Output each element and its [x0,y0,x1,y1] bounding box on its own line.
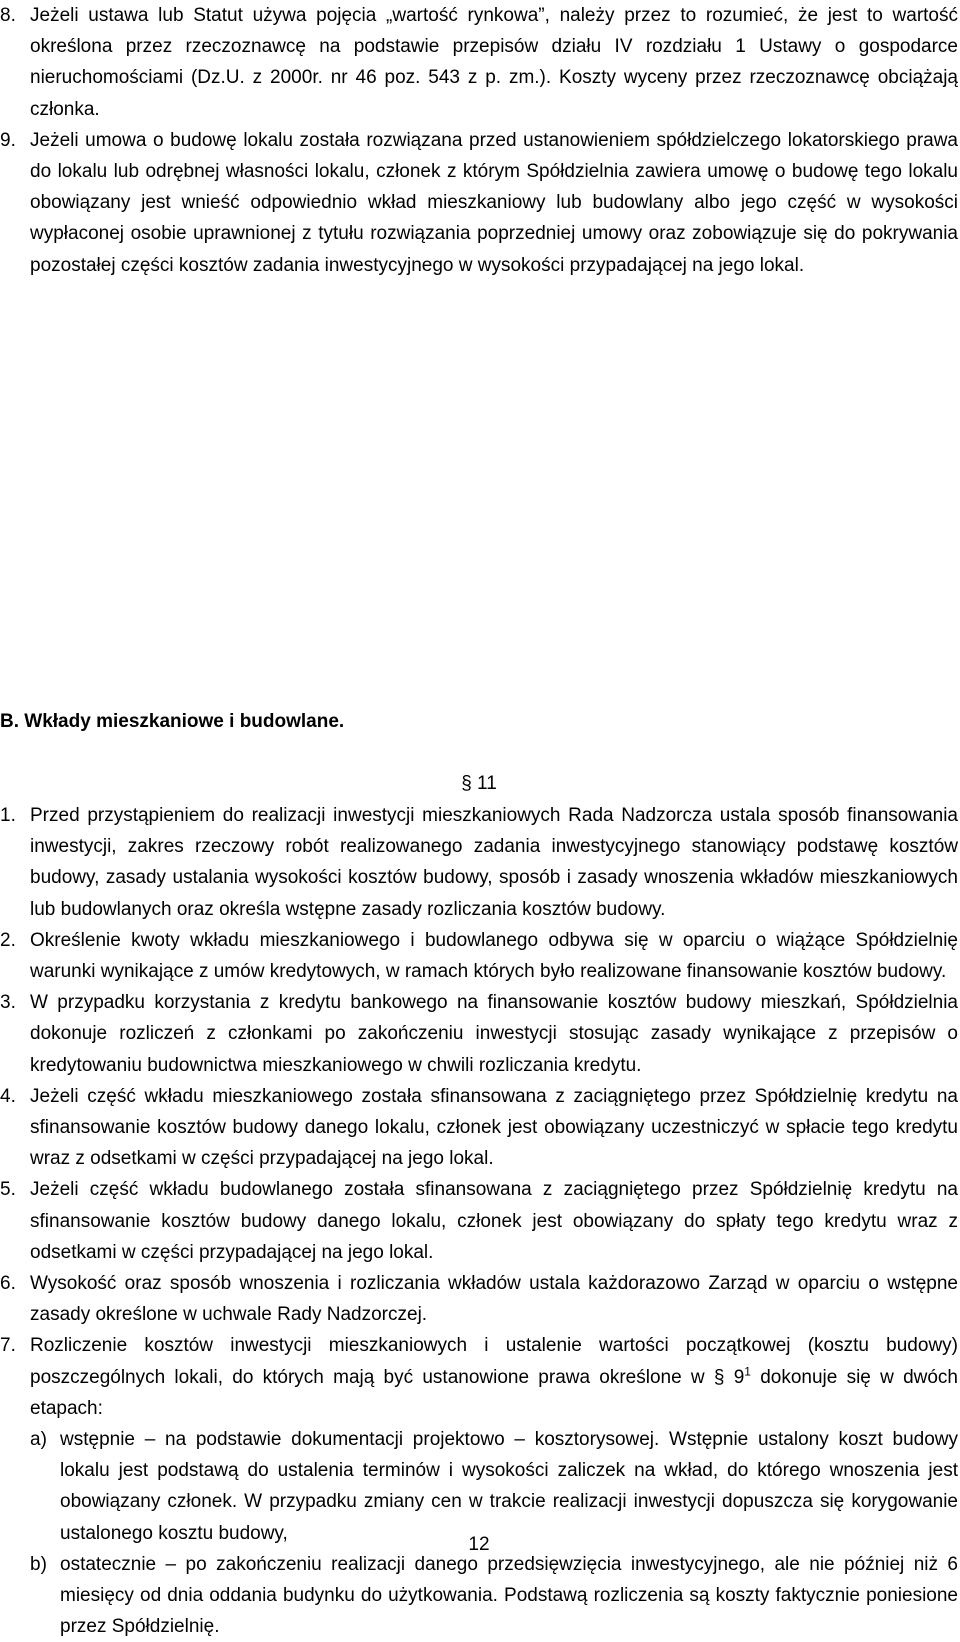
item-number: 2. [0,929,16,951]
item-text: W przypadku korzystania z kredytu bankowego na finansowanie kosztów budowy mieszkań, Spółdzielnia dokonuje rozliczeń z członkami po zakończeniu inwestycji stosując zasady wynikające z przepisów o kredytowaniu budownictwa mieszkaniowego w chwili rozliczania kredytu. [30,992,958,1076]
item-number: 5. [0,1179,16,1201]
item-text: Jeżeli część wkładu mieszkaniowego została sfinansowana z zaciągniętego przez Spółdzielnię kredytu na sfinansowanie kosztów budowy danego lokalu, członek jest obowiązany uczestniczyć w spłacie tego kredytu wraz z odsetkami w części przypadającej na jego lokal. [30,1085,958,1170]
items-main [0,800,958,1642]
list-item-7 [0,1330,958,1424]
list-item-6 [0,1268,958,1330]
item-number: 3. [0,992,16,1014]
item-number: 6. [0,1273,16,1295]
item-text: Wysokość oraz sposób wnoszenia i rozliczania wkładów ustala każdorazowo Zarząd w oparciu o wstępne zasady określone w uchwale Rady Nadzorczej. [30,1273,958,1326]
item-text: Przed przystąpieniem do realizacji inwestycji mieszkaniowych Rada Nadzorcza ustala sposób finansowania inwestycji, zakres rzeczowy robót realizowanego zadania inwestycyjnego stanowiący podstawę kosztów budowy, zasady ustalania wysokości kosztów budowy, sposób i zasady wnoszenia wkładów mieszkaniowych lub budowlanych oraz określa wstępne zasady rozliczania kosztów budowy. [30,805,958,920]
item-number: 7. [0,1335,16,1357]
item-text: Jeżeli umowa o budowę lokalu została rozwiązana przed ustanowieniem spółdzielczego lokatorskiego prawa do lokalu lub odrębnej własności lokalu, członek z którym Spółdzielnia zawiera umowę o budowę tego lokalu obowiązany jest wnieść odpowiednio wkład mieszkaniowy lub budowlany albo jego część w wysokości wypłaconej osobie uprawnionej z tytułu rozwiązania poprzedniej umowy oraz zobowiązuje się do pokrywania pozostałej części kosztów zadania inwestycyjnego w wysokości przypadającej na jego lokal. [30,129,958,276]
item-number: 1. [0,805,16,826]
items-top [0,0,958,281]
sub-item-text: ostatecznie – po zakończeniu realizacji danego przedsięwzięcia inwestycyjnego, ale nie później niż 6 miesięcy od dnia oddania budynku do użytkowania. Podstawą rozliczenia są koszty faktycznie poniesione przez Spółdzielnię. [60,1553,958,1638]
item-text: Jeżeli ustawa lub Statut używa pojęcia „wartość rynkowa”, należy przez to rozumieć, że jest to wartość określona przez rzeczoznawcę na podstawie przepisów działu IV rozdziału 1 Ustawy o gospodarce nieruchomościami (Dz.U. z 2000r. nr 46 poz. 543 z p. zm.). Koszty wyceny przez rzeczoznawcę obciążają członka. [30,5,958,120]
item-text: Określenie kwoty wkładu mieszkaniowego i budowlanego odbywa się w oparciu o wiążące Spółdzielnię warunki wynikające z umów kredytowych, w ramach których było realizowane finansowanie kosztów budowy. [30,929,958,983]
list-item-5 [0,1174,958,1268]
item-number: 4. [0,1085,16,1107]
sub-item-a [30,1424,958,1549]
list-item-9 [0,125,958,281]
list-item-4 [0,1081,958,1175]
sub-item-letter: a) [30,1429,47,1451]
list-item-8 [0,0,958,125]
sub-item-letter: b) [30,1553,47,1575]
list-item-1 [0,800,958,925]
list-item-2 [0,925,958,987]
item-text-before: Rozliczenie kosztów inwestycji mieszkaniowych i ustalenie wartości początkowej (kosztu budowy) poszczególnych lokali, do których mają być ustanowione prawa określone w § 9 [30,1335,958,1388]
sub-item-b [30,1549,958,1642]
superscript: 1 [744,1364,751,1379]
item-number: 8. [0,5,16,26]
item-text [30,1330,958,1424]
item-text-after: dokonuje się w dwóch etapach: [30,1366,958,1419]
item-number: 9. [0,129,16,151]
item-text: Jeżeli część wkładu budowlanego została sfinansowana z zaciągniętego przez Spółdzielnię kredytu na sfinansowanie kosztów budowy danego lokalu, członek jest obowiązany do spłaty tego kredytu wraz z odsetkami w części przypadającej na jego lokal. [30,1179,958,1263]
page-number: 12 [468,1534,490,1555]
list-item-3 [0,987,958,1081]
sub-item-text: wstępnie – na podstawie dokumentacji projektowo – kosztorysowej. Wstępnie ustalony koszt budowy lokalu jest podstawą do ustalenia terminów i wysokości zaliczek na wkład, do którego wnoszenia jest obowiązany członek. W przypadku zmiany cen w trakcie realizacji inwestycji dopuszcza się korygowanie ustalonego kosztu budowy, [60,1429,958,1544]
paragraph-sign: § 11 [461,773,497,794]
section-heading: B. Wkłady mieszkaniowe i budowlane. [0,711,345,732]
